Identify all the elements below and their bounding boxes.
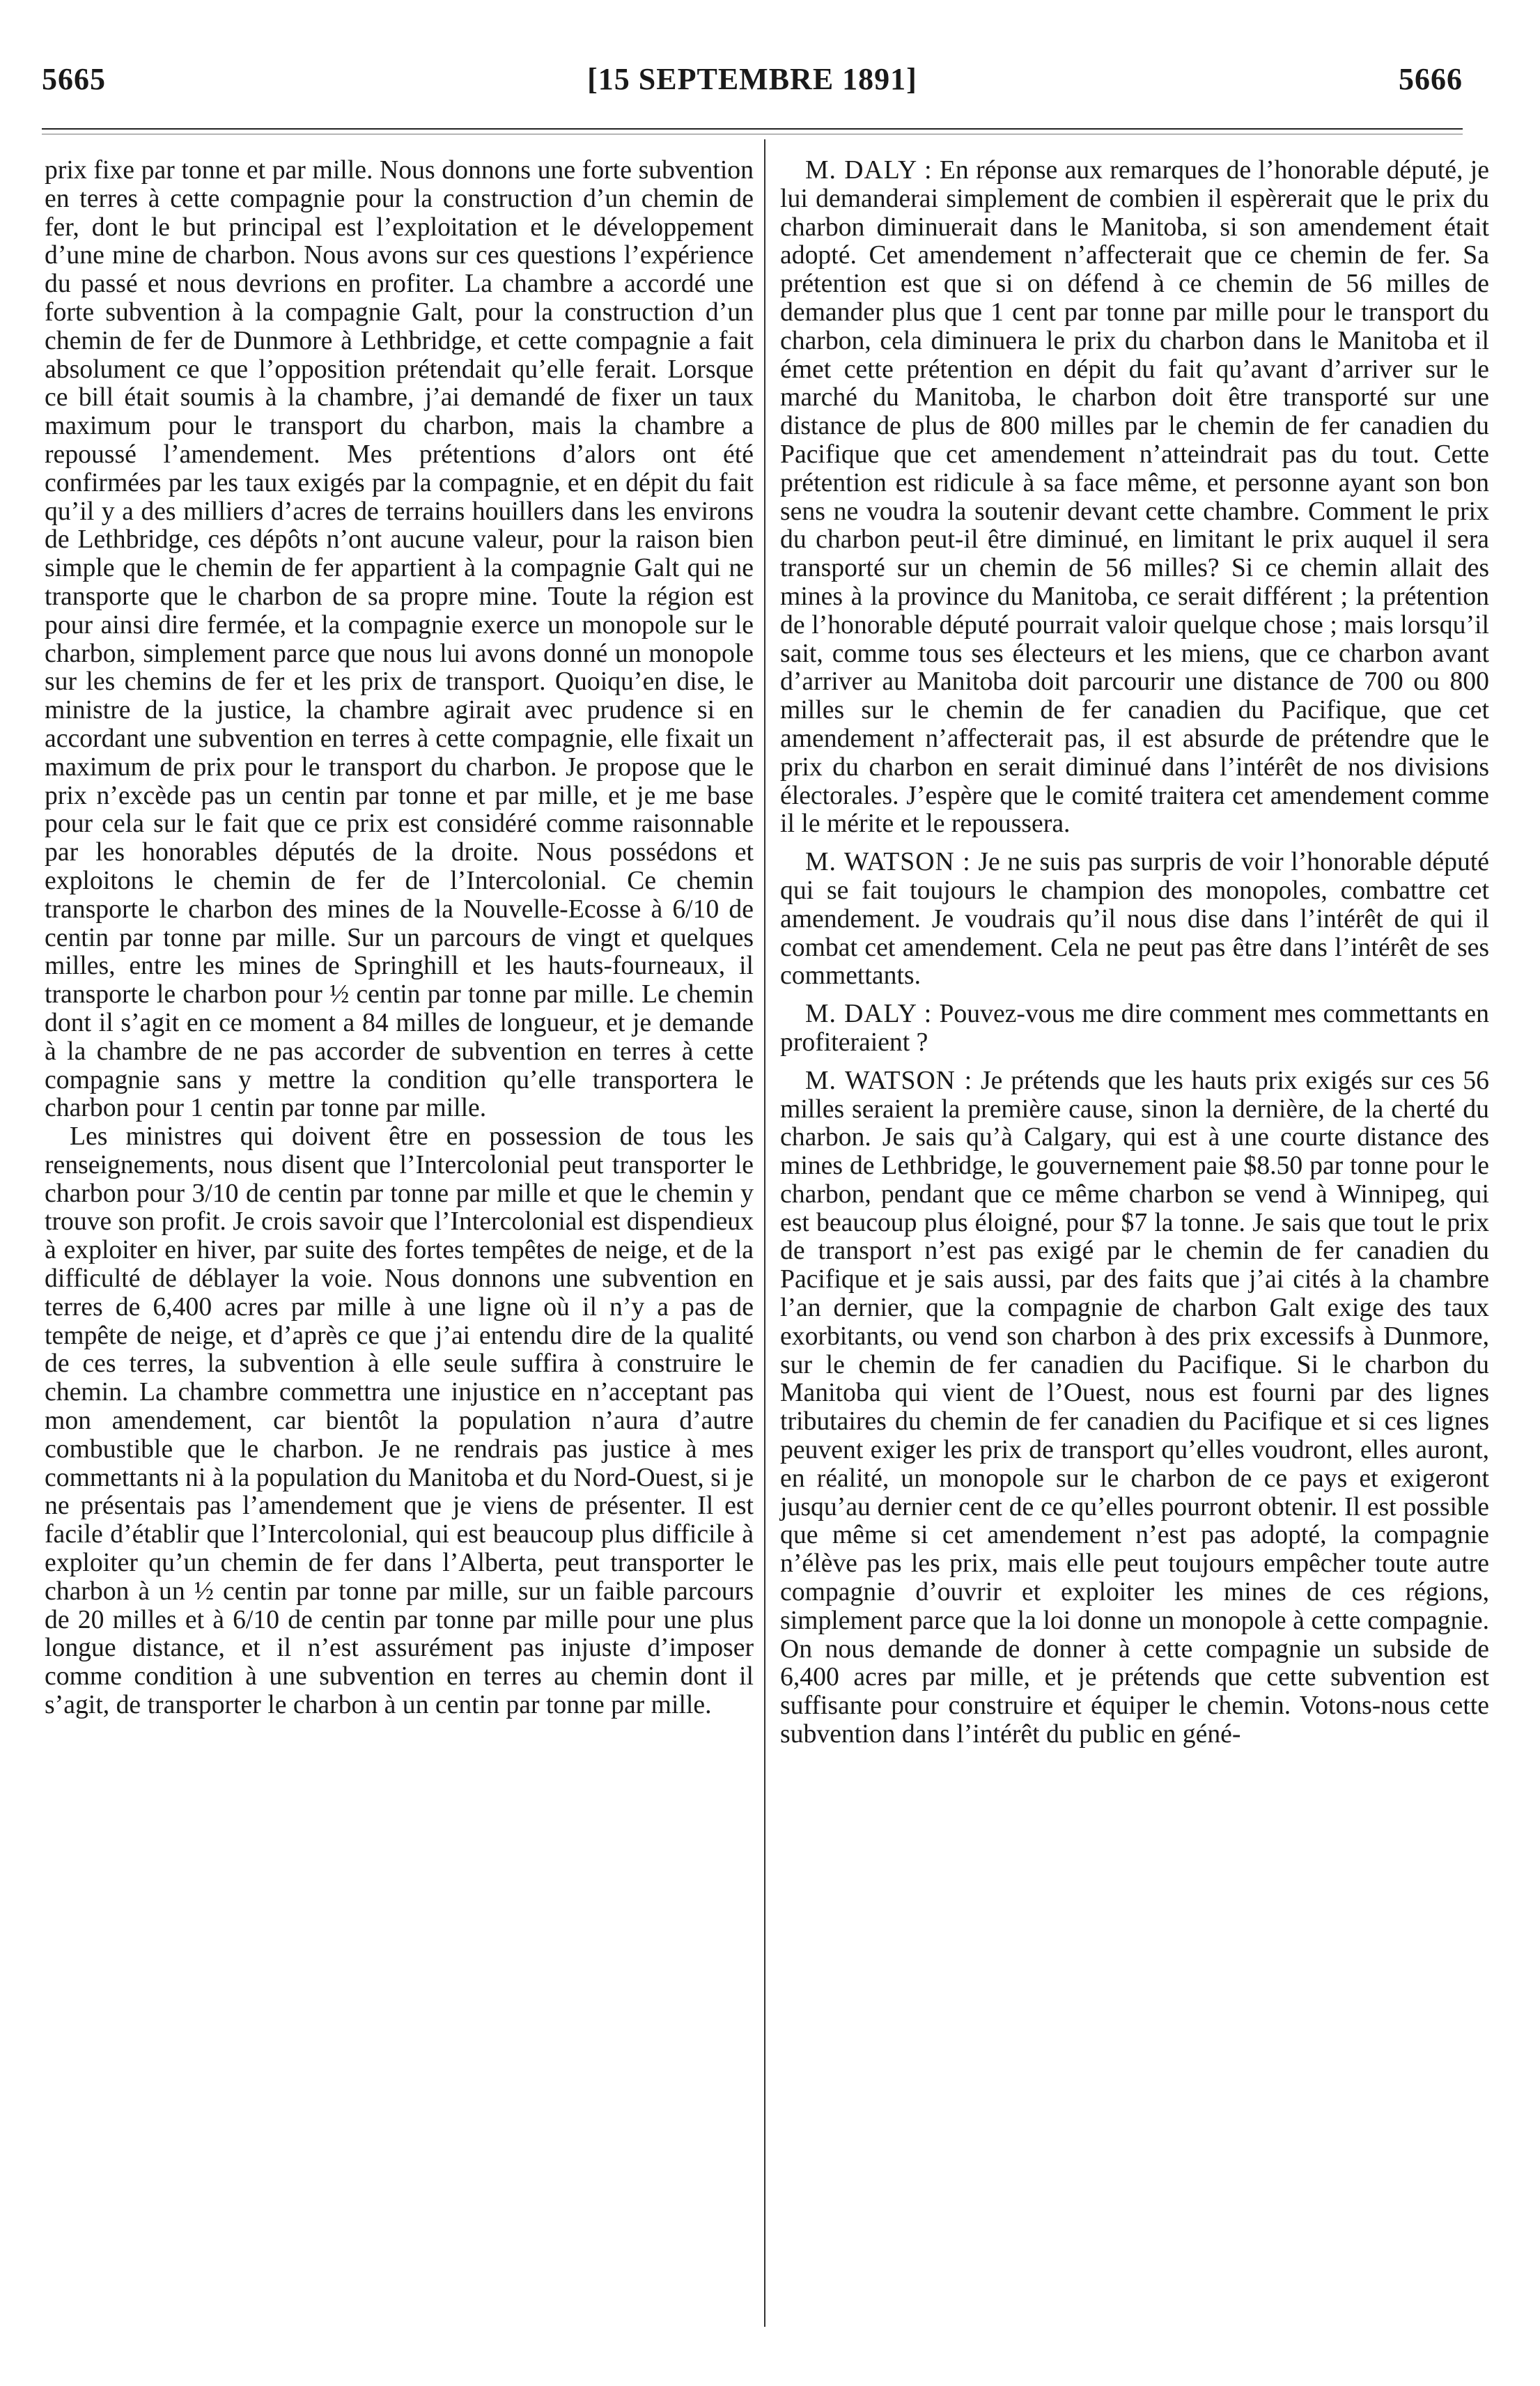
speech-watson-1 xyxy=(780,848,1489,990)
right-column xyxy=(780,156,1489,1749)
speaker-name: M. DALY : xyxy=(805,999,933,1029)
left-column xyxy=(45,156,754,1719)
left-paragraph-2: Les ministres qui doivent être en possession de tous les renseignements, nous disent que l’Intercolonial peut transporter le charbon pour 3/10 de centin par tonne par mille et que le chemin y trouve son profit. Je crois savoir que l’Intercolonial est dispendieux à exploiter en hiver, par suite des fortes tempêtes de neige, et de la difficulté de déblayer la voie. Nous donnons une subvention en terres de 6,400 acres par mille à une ligne où il n’y a pas de tempête de neige, et d’après ce que j’ai entendu dire de la qualité de ces terres, la subvention à elle seule suffira à construire le chemin. La chambre commettra une injustice en n’acceptant pas mon amendement, car bientôt la population n’aura d’autre combustible que le charbon. Je ne rendrais pas justice à mes commettants ni à la population du Manitoba et du Nord-Ouest, si je ne présentais pas l’amendement que je viens de présenter. Il est facile d’établir que l’Intercolonial, qui est beaucoup plus difficile à exploiter qu’un chemin de fer dans l’Alberta, peut transporter le charbon à un ½ centin par tonne par mille, sur un faible parcours de 20 milles et à 6/10 de centin par tonne par mille pour une plus longue distance, et il n’est assurément pas injuste d’imposer comme condition à une subvention en terres au chemin dont il s’agit, de transporter le charbon à un centin par tonne par mille. xyxy=(45,1122,754,1720)
speech-watson-2 xyxy=(780,1067,1489,1749)
header-rule xyxy=(42,128,1463,130)
page-header xyxy=(42,61,1463,110)
column-divider xyxy=(764,139,765,2327)
speech-text: Pouvez-vous me dire comment mes commettants en profiteraient ? xyxy=(780,999,1490,1057)
page-number-right: 5666 xyxy=(1399,62,1463,96)
page-number-left: 5665 xyxy=(42,62,106,96)
speech-text: En réponse aux remarques de l’honorable député, je lui demanderai simplement de combien il espèrerait que le prix du charbon diminuerait dans le Manitoba, si son amendement était adopté. Cet amendement n’affecterait que ce chemin de fer. Sa prétention est que si on défend à ce chemin de 56 milles de demander plus que 1 cent par tonne par mille pour le transport du charbon, cela diminuera le prix du charbon dans le Manitoba et il émet cette prétention en dépit du fait qu’avant d’arriver sur le marché du Manitoba, le charbon doit être transporté sur une distance de plus de 800 milles par le chemin de fer canadien du Pacifique que cet amendement n’atteindrait pas du tout. Cette prétention est ridicule à sa face même, et personne ayant son bon sens ne voudra la soutenir devant cette chambre. Comment le prix du charbon peut-il être diminué, en limitant le prix auquel il sera transporté sur un chemin de 56 milles? Si ce chemin allait des mines à la province du Manitoba, ce serait différent ; la prétention de l’honorable député pourrait valoir quelque chose ; mais lorsqu’il sait, comme tous ses électeurs et les miens, que ce charbon avant d’arriver au Manitoba doit parcourir une distance de 700 ou 800 milles sur le chemin de fer canadien du Pacifique, que cet amendement n’affecterait pas, il est absurde de prétendre que le prix du charbon en serait diminué dans l’intérêt de nos divisions électorales. J’espère que le comité traitera cet amendement comme il le mérite et le repoussera. xyxy=(780,155,1489,839)
header-date: [15 SEPTEMBRE 1891] xyxy=(587,62,917,96)
left-paragraph-1: prix fixe par tonne et par mille. Nous donnons une forte subvention en terres à cette compagnie pour la construction d’un chemin de fer, dont le but principal est l’exploitation et le développement d’une mine de charbon. Nous avons sur ces questions l’expérience du passé et nous devrions en profiter. La chambre a accordé une forte subvention à la compagnie Galt, pour la construction d’un chemin de fer de Dunmore à Lethbridge, et cette compagnie a fait absolument ce que l’opposition prétendait qu’elle ferait. Lorsque ce bill était soumis à la chambre, j’ai demandé de fixer un taux maximum pour le transport du charbon, mais la chambre a repoussé l’amendement. Mes prétentions d’alors ont été confirmées par les taux exigés par la compagnie, et en dépit du fait qu’il y a des milliers d’acres de terrains houillers dans les environs de Lethbridge, ces dépôts n’ont aucune valeur, pour la raison bien simple que le chemin de fer appartient à la compagnie Galt qui ne transporte que le charbon de sa propre mine. Toute la région est pour ainsi dire fermée, et la compagnie exerce un monopole sur le charbon, simplement parce que nous lui avons donné un monopole sur les chemins de fer et les prix de transport. Quoiqu’en dise, le ministre de la justice, la chambre agirait avec prudence si en accordant une subvention en terres à cette compagnie, elle fixait un maximum de prix pour le transport du charbon. Je propose que le prix n’excède pas un centin par tonne et par mille, et je me base pour cela sur le fait que ce prix est considéré comme raisonnable par les honorables députés de la droite. Nous possédons et exploitons le chemin de fer de l’Intercolonial. Ce chemin transporte le charbon des mines de la Nouvelle-Ecosse à 6/10 de centin par tonne par mille. Sur un parcours de vingt et quelques milles, entre les mines de Springhill et les hauts-fourneaux, il transporte le charbon pour ½ centin par tonne par mille. Le chemin dont il s’agit en ce moment a 84 milles de longueur, et je demande à la chambre de ne pas accorder de subvention en terres à cette compagnie sans y mettre la condition qu’elle transportera le charbon pour 1 centin par tonne par mille. xyxy=(45,155,754,1123)
speech-daly-2 xyxy=(780,1000,1489,1057)
speech-text: Je ne suis pas surpris de voir l’honorable député qui se fait toujours le champion des monopoles, combattre cet amendement. Je voudrais qu’il nous dise dans l’intérêt de qui il combat cet amendement. Cela ne peut pas être dans l’intérêt de ses commettants. xyxy=(780,847,1489,991)
speech-text: Je prétends que les hauts prix exigés sur ces 56 milles seraient la première cause, sinon la dernière, de la cherté du charbon. Je sais qu’à Calgary, qui est à une courte distance des mines de Lethbridge, le gouvernement paie $8.50 par tonne pour le charbon, pendant que ce même charbon se vend à Winnipeg, qui est beaucoup plus éloigné, pour $7 la tonne. Je sais que tout le prix de transport n’est pas exigé par le chemin de fer canadien du Pacifique et je sais aussi, par des faits que j’ai cités à la chambre l’an dernier, que la compagnie de charbon Galt exige des taux exorbitants, ou vend son charbon à des prix excessifs à Dunmore, sur le chemin de fer canadien du Pacifique. Si le charbon du Manitoba qui vient de l’Ouest, nous est fourni par des lignes tributaires du chemin de fer canadien du Pacifique et si ces lignes peuvent exiger les prix de transport qu’elles voudront, elles auront, en réalité, un monopole sur le charbon de ce pays et exigeront jusqu’au dernier cent de ce qu’elles pourront obtenir. Il est possible que même si cet amendement n’est pas adopté, la compagnie n’élève pas les prix, mais elle peut toujours empêcher toute autre compagnie d’ouvrir et exploiter les mines de ces régions, simplement parce que la loi donne un monopole à cette compagnie. On nous demande de donner à cette compagnie un subside de 6,400 acres par mille, et je prétends que cette subvention est suffisante pour construire et équiper le chemin. Votons-nous cette subvention dans l’intérêt du public en géné- xyxy=(780,1065,1489,1749)
speaker-name: M. DALY : xyxy=(805,155,933,185)
speech-daly-1 xyxy=(780,156,1489,838)
speaker-name: M. WATSON : xyxy=(805,847,971,877)
speaker-name: M. WATSON : xyxy=(805,1065,973,1095)
